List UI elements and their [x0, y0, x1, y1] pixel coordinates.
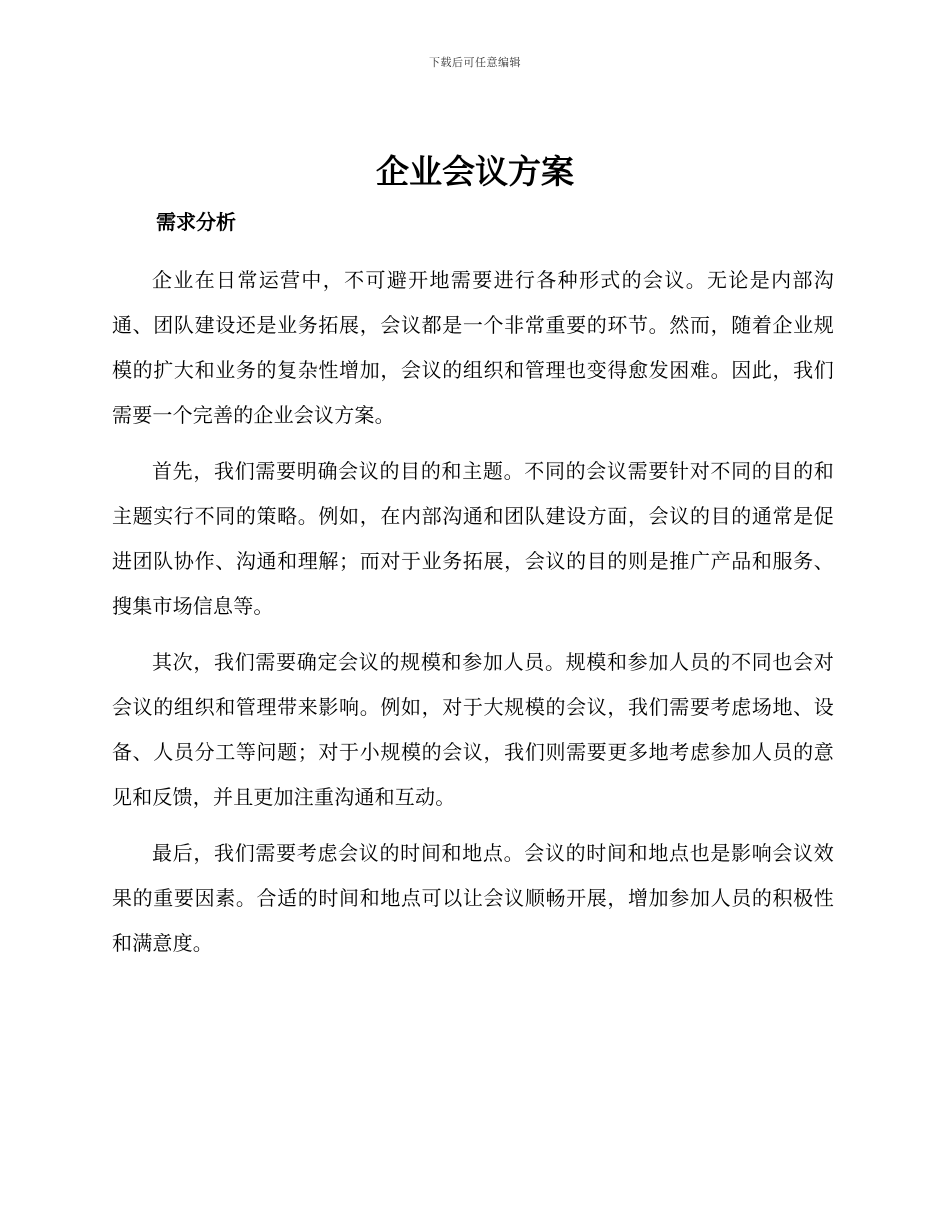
- paragraph-1: 企业在日常运营中，不可避开地需要进行各种形式的会议。无论是内部沟通、团队建设还是业务拓展，会议都是一个非常重要的环节。然而，随着企业规模的扩大和业务的复杂性增加，会议的组织和管理也变得愈发困难。因此，我们需要一个完善的企业会议方案。: [112, 268, 834, 427]
- page-header-note: 下载后可任意编辑: [429, 56, 521, 69]
- section-heading: 需求分析: [156, 210, 236, 234]
- document-body: [112, 258, 834, 977]
- paragraph-2: 首先，我们需要明确会议的目的和主题。不同的会议需要针对不同的目的和主题实行不同的策略。例如，在内部沟通和团队建设方面，会议的目的通常是促进团队协作、沟通和理解；而对于业务拓展，会议的目的则是推广产品和服务、搜集市场信息等。: [112, 459, 834, 618]
- paragraph-3: 其次，我们需要确定会议的规模和参加人员。规模和参加人员的不同也会对会议的组织和管理带来影响。例如，对于大规模的会议，我们需要考虑场地、设备、人员分工等问题；对于小规模的会议，我们则需要更多地考虑参加人员的意见和反馈，并且更加注重沟通和互动。: [112, 650, 834, 809]
- paragraph-4: 最后，我们需要考虑会议的时间和地点。会议的时间和地点也是影响会议效果的重要因素。合适的时间和地点可以让会议顺畅开展，增加参加人员的积极性和满意度。: [112, 841, 834, 955]
- document-title: 企业会议方案: [376, 152, 574, 191]
